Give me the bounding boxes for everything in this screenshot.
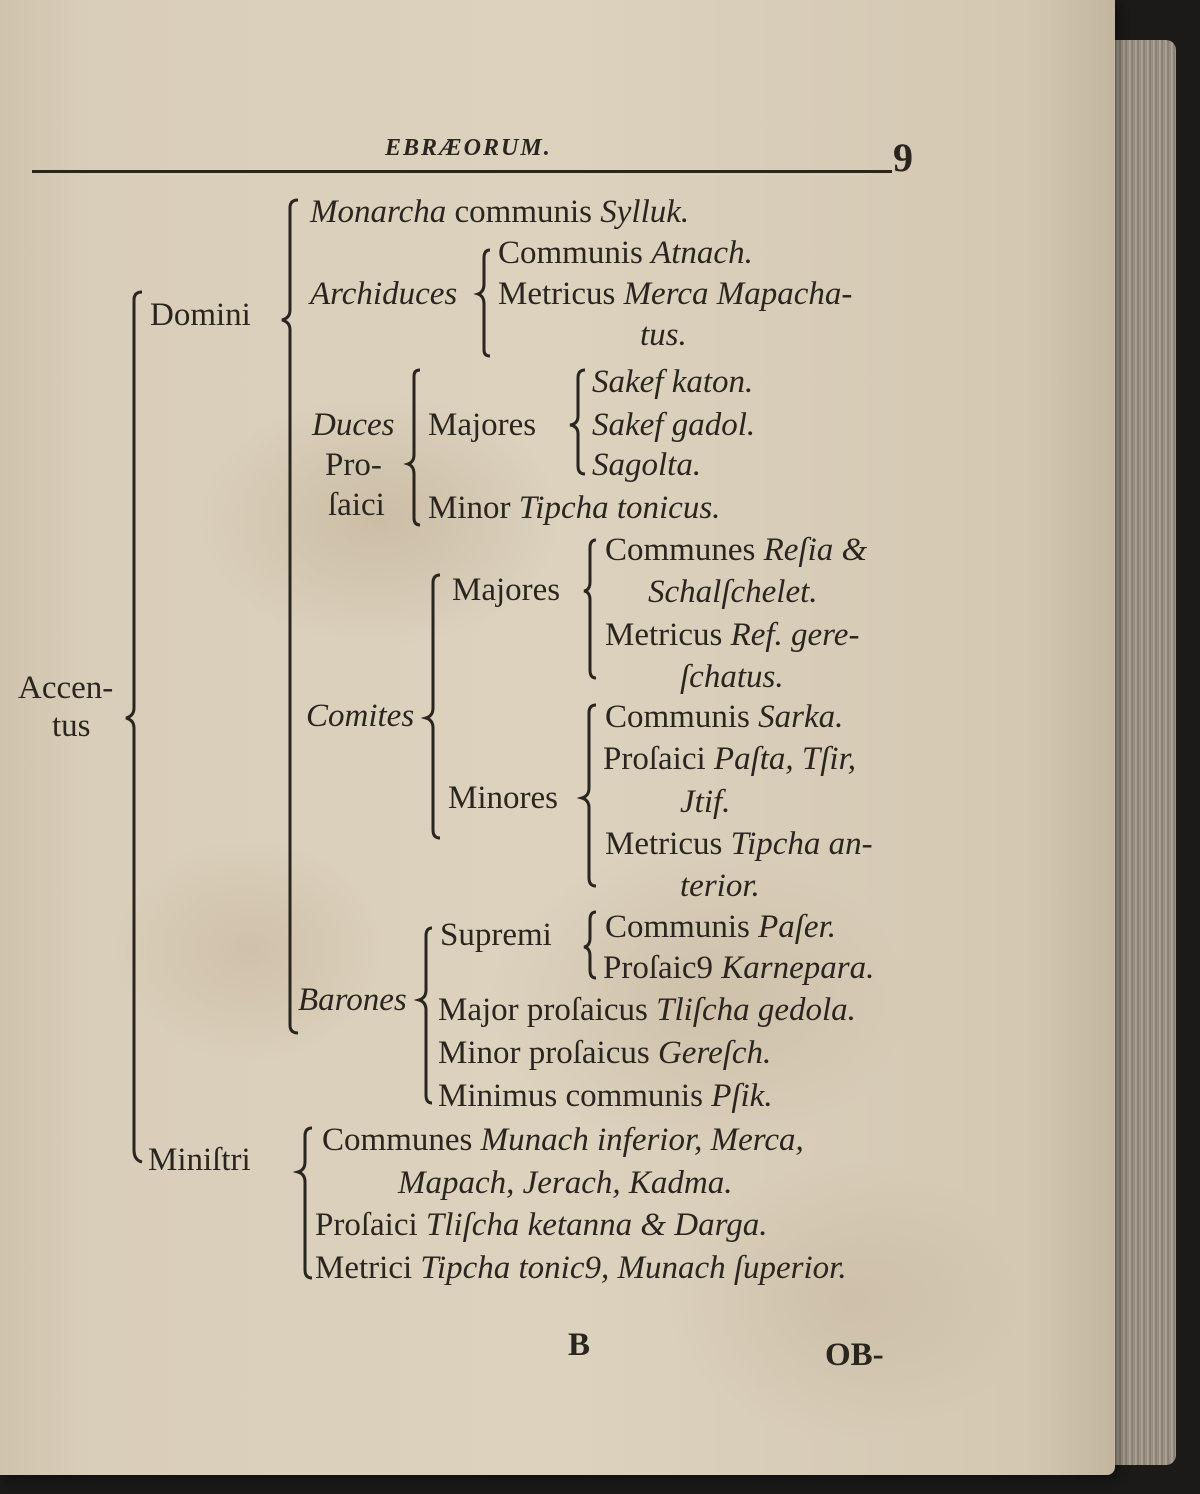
item-name: Ref. gere- (730, 617, 860, 653)
item-name: Reſia & (763, 532, 868, 568)
barones-item (438, 990, 856, 1030)
duces-majores-item: Sagolta. (592, 447, 702, 483)
item-text: Communis (605, 909, 759, 945)
item-name: Tliſcha gedola. (656, 992, 856, 1028)
catchword: OB- (825, 1337, 884, 1373)
ministri-item (315, 1205, 768, 1245)
barones-item (438, 1076, 773, 1116)
comites-minores-item (680, 782, 730, 822)
comites-majores-item (605, 615, 859, 655)
item-name: terior. (680, 868, 760, 904)
item-name: Pſik. (711, 1078, 773, 1114)
item-name: Schalſchelet. (648, 574, 818, 610)
comites-minores-item (603, 739, 856, 779)
running-title: EBRÆORUM. (385, 135, 552, 161)
item-text: Minimus communis (438, 1078, 712, 1114)
domini-label: Domini (150, 297, 251, 333)
item-text: Proſaici (315, 1207, 426, 1243)
ministri-label: Miniſtri (148, 1142, 251, 1178)
item-name: Mapach, Jerach, Kadma. (398, 1165, 733, 1201)
ministri-item (315, 1248, 847, 1288)
comites-majores-item (648, 572, 818, 612)
duces-minor-row (428, 488, 720, 528)
item-text: Communes (322, 1122, 481, 1158)
item-text: Communis (605, 699, 759, 735)
item-text: Metricus (605, 617, 731, 653)
comites-minores-item (605, 824, 873, 864)
comites-minores-item (680, 866, 760, 906)
archiduces-item (640, 315, 687, 355)
item-name: tus. (640, 317, 687, 353)
comites-label: Comites (306, 698, 415, 734)
barones-label: Barones (298, 982, 407, 1018)
monarcha-name: Sylluk. (600, 194, 690, 230)
barones-item (438, 1033, 771, 1073)
duces-label-line-1: Duces (312, 407, 395, 443)
supremi-label: Supremi (440, 917, 552, 953)
duces-label-line-3: ſaici (328, 487, 385, 523)
item-text: Metricus (605, 826, 731, 862)
item-name: Tipcha tonic9, Munach ſuperior. (420, 1250, 847, 1286)
item-name: Atnach. (651, 235, 753, 271)
item-name: Paſer. (758, 909, 837, 945)
item-name: Paſta, Tſir, (713, 741, 857, 777)
item-name: Gereſch. (657, 1035, 772, 1071)
item-text: Proſaici (603, 741, 714, 777)
duces-majores-item: Sakef katon. (592, 364, 754, 400)
root-label-line-1: Accen- (18, 670, 114, 706)
duces-label-line-2: Pro- (325, 447, 382, 483)
comites-minores-label: Minores (448, 780, 558, 816)
item-text: Major proſaicus (438, 992, 657, 1028)
comites-majores-item (605, 530, 867, 570)
comites-majores-item (680, 657, 784, 697)
comites-majores-label: Majores (452, 572, 561, 608)
item-text: Metrici (315, 1250, 421, 1286)
item-text: Metricus (498, 276, 624, 312)
item-name: Jtif. (680, 784, 731, 820)
ministri-item (322, 1120, 804, 1160)
ministri-item (398, 1163, 733, 1203)
signature-mark: B (568, 1327, 591, 1363)
supremi-item (603, 948, 874, 988)
monarcha-row (310, 192, 689, 232)
item-text: Proſaic9 (603, 950, 722, 986)
monarcha-text: communis (446, 194, 601, 230)
item-name: Tipcha an- (730, 826, 873, 862)
item-name: Tipcha tonicus. (518, 490, 721, 526)
item-text: Communis (498, 235, 652, 271)
item-name: Sarka. (758, 699, 844, 735)
comites-minores-item (605, 697, 843, 737)
archiduces-label: Archiduces (310, 276, 458, 312)
item-name: Karnepara. (721, 950, 875, 986)
archiduces-item (498, 274, 852, 314)
monarcha-italic: Monarcha (310, 194, 447, 230)
supremi-item (605, 907, 836, 947)
item-name: Tliſcha ketanna & Darga. (425, 1207, 768, 1243)
item-text: Communes (605, 532, 764, 568)
item-text: Minor proſaicus (438, 1035, 658, 1071)
item-name: Merca Mapacha- (623, 276, 853, 312)
duces-majores-label: Majores (428, 407, 537, 443)
item-name: Munach inferior, Merca, (480, 1122, 804, 1158)
root-label-line-2: tus (52, 708, 91, 744)
item-name: ſchatus. (680, 659, 784, 695)
archiduces-item (498, 233, 753, 273)
page-number: 9 (893, 135, 913, 180)
duces-majores-item: Sakef gadol. (592, 407, 756, 443)
item-text: Minor (428, 490, 519, 526)
